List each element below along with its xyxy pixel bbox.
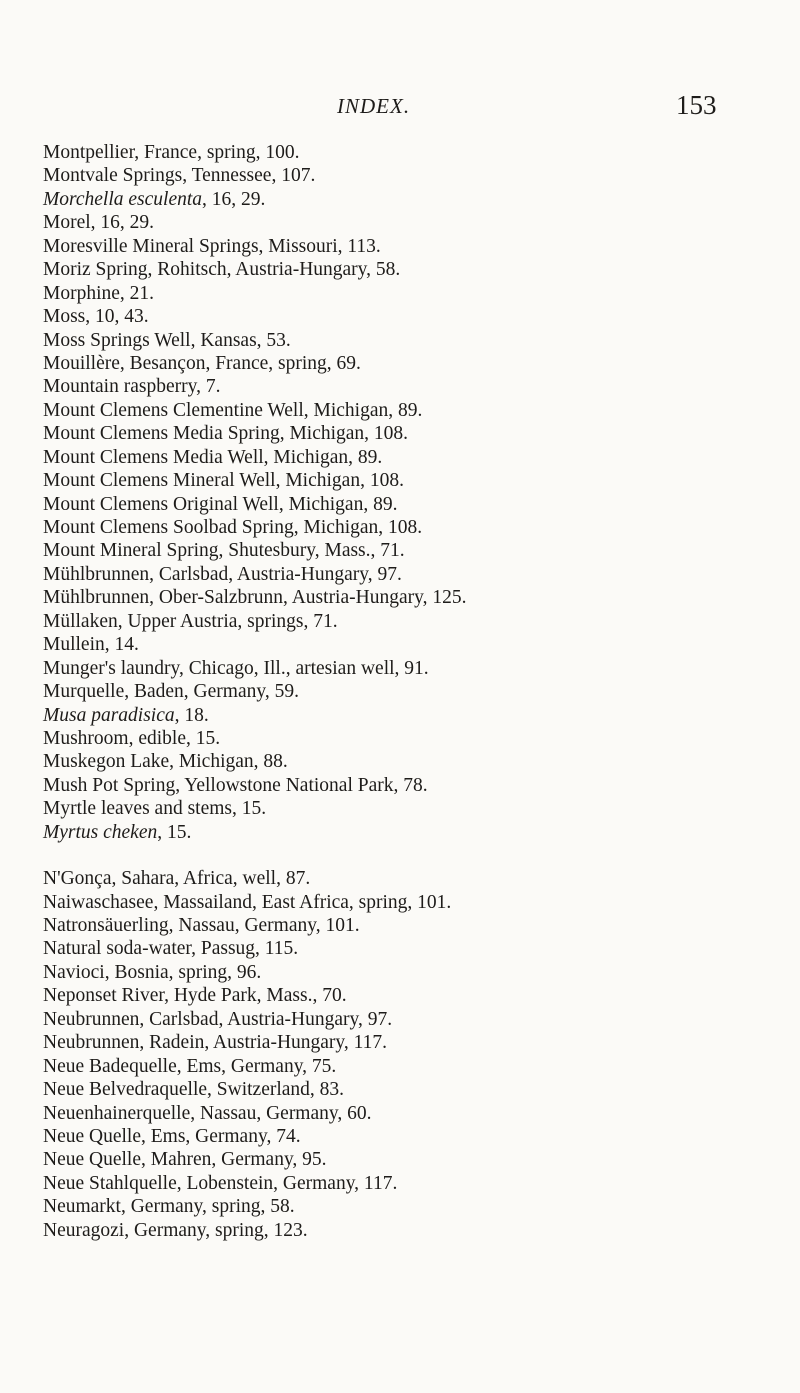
index-entry xyxy=(43,469,783,492)
index-entry-text: Mount Mineral Spring, Shutesbury, Mass., 71. xyxy=(43,540,405,562)
page-title: INDEX. xyxy=(337,94,411,118)
index-entry xyxy=(43,1055,783,1078)
index-entry-text: Mühlbrunnen, Ober-Salzbrunn, Austria-Hungary, 125. xyxy=(43,587,467,609)
index-entry xyxy=(43,563,783,586)
index-entry xyxy=(43,984,783,1007)
index-entry-text: , 15. xyxy=(157,821,192,843)
index-entry-text: Mountain raspberry, 7. xyxy=(43,376,221,398)
index-entry xyxy=(43,1172,783,1195)
index-entry-text: Moresville Mineral Springs, Missouri, 113. xyxy=(43,235,381,257)
index-entry xyxy=(43,633,783,656)
index-entry xyxy=(43,446,783,469)
index-entry xyxy=(43,586,783,609)
index-entry-text: Mushroom, edible, 15. xyxy=(43,727,221,749)
index-entry xyxy=(43,1008,783,1031)
index-entry-text: Neubrunnen, Radein, Austria-Hungary, 117. xyxy=(43,1032,388,1054)
index-entry-text: Mush Pot Spring, Yellowstone National Park, 78. xyxy=(43,774,428,796)
index-entry xyxy=(43,891,783,914)
index-entry-text: Müllaken, Upper Austria, springs, 71. xyxy=(43,610,338,632)
index-entry xyxy=(43,867,783,890)
index-entry xyxy=(43,937,783,960)
index-entry xyxy=(43,375,783,398)
index-entry-text: Neubrunnen, Carlsbad, Austria-Hungary, 97. xyxy=(43,1008,393,1030)
index-entry xyxy=(43,774,783,797)
index-entry-text: Neue Belvedraquelle, Switzerland, 83. xyxy=(43,1079,345,1101)
index-entry xyxy=(43,680,783,703)
index-entry-italic-term: Musa paradisica xyxy=(43,704,175,726)
page-number: 153 xyxy=(676,90,717,120)
index-entry-text: Neponset River, Hyde Park, Mass., 70. xyxy=(43,985,347,1007)
index-entry-text: Naiwaschasee, Massailand, East Africa, spring, 101. xyxy=(43,891,452,913)
index-entry xyxy=(43,657,783,680)
index-entry xyxy=(43,305,783,328)
index-entry xyxy=(43,539,783,562)
index-entry-text: Moss Springs Well, Kansas, 53. xyxy=(43,329,291,351)
index-entry xyxy=(43,235,783,258)
index-entry-text: Mount Clemens Media Well, Michigan, 89. xyxy=(43,446,383,468)
index-entry xyxy=(43,1078,783,1101)
index-entry-text: Mount Clemens Mineral Well, Michigan, 108. xyxy=(43,470,404,492)
index-entry-text: Moriz Spring, Rohitsch, Austria-Hungary, 58. xyxy=(43,259,401,281)
index-entry-text: Murquelle, Baden, Germany, 59. xyxy=(43,681,299,703)
index-entry-text: Neue Quelle, Mahren, Germany, 95. xyxy=(43,1149,327,1171)
index-entry-text: , 16, 29. xyxy=(202,188,266,210)
index-entry-text: Neue Quelle, Ems, Germany, 74. xyxy=(43,1125,301,1147)
index-entry xyxy=(43,329,783,352)
index-entry-text: Montvale Springs, Tennessee, 107. xyxy=(43,165,316,187)
index-entry xyxy=(43,961,783,984)
index-entry xyxy=(43,493,783,516)
index-entry xyxy=(43,141,783,164)
index-entry-text: Neue Badequelle, Ems, Germany, 75. xyxy=(43,1055,337,1077)
index-entry xyxy=(43,164,783,187)
index-entry xyxy=(43,914,783,937)
index-entry xyxy=(43,282,783,305)
index-entry-text: Montpellier, France, spring, 100. xyxy=(43,142,300,163)
index-entry-text: Munger's laundry, Chicago, Ill., artesian well, 91. xyxy=(43,657,429,679)
index-entry-text: Mullein, 14. xyxy=(43,634,139,656)
index-entry-text: Myrtle leaves and stems, 15. xyxy=(43,798,267,820)
index-entry xyxy=(43,352,783,375)
index-entry-text: Mount Clemens Soolbad Spring, Michigan, 108. xyxy=(43,517,423,538)
index-entry xyxy=(43,797,783,820)
index-entry xyxy=(43,1219,783,1242)
index-entry-text: Natronsäuerling, Nassau, Germany, 101. xyxy=(43,915,360,936)
index-entry-text: Mount Clemens Original Well, Michigan, 89. xyxy=(43,493,398,515)
index-entry-text: Mount Clemens Clementine Well, Michigan, 89. xyxy=(43,399,423,421)
index-entry-text: Neumarkt, Germany, spring, 58. xyxy=(43,1196,295,1218)
index-entry xyxy=(43,1148,783,1171)
index-entries xyxy=(43,141,783,1242)
index-entry-text: Natural soda-water, Passug, 115. xyxy=(43,938,299,960)
index-entry-text: Morel, 16, 29. xyxy=(43,212,155,234)
index-entry xyxy=(43,1031,783,1054)
index-entry-text: Neuenhainerquelle, Nassau, Germany, 60. xyxy=(43,1102,372,1124)
index-entry-text: Neuragozi, Germany, spring, 123. xyxy=(43,1219,308,1241)
index-entry xyxy=(43,1102,783,1125)
index-entry xyxy=(43,821,783,844)
index-entry xyxy=(43,211,783,234)
index-entry-text: Muskegon Lake, Michigan, 88. xyxy=(43,751,288,773)
index-entry xyxy=(43,610,783,633)
index-entry-text: Mühlbrunnen, Carlsbad, Austria-Hungary, 97. xyxy=(43,563,402,585)
index-entry-text: , 18. xyxy=(174,704,209,726)
index-entry xyxy=(43,422,783,445)
index-entry xyxy=(43,750,783,773)
index-entry xyxy=(43,399,783,422)
index-entry xyxy=(43,1125,783,1148)
index-entry xyxy=(43,704,783,727)
index-entry-text: Neue Stahlquelle, Lobenstein, Germany, 117. xyxy=(43,1172,398,1194)
index-entry xyxy=(43,1195,783,1218)
index-entry xyxy=(43,188,783,211)
index-entry-text: Morphine, 21. xyxy=(43,282,155,304)
index-entry-text: Navioci, Bosnia, spring, 96. xyxy=(43,961,262,983)
running-head xyxy=(0,90,800,130)
index-entry-text: Mount Clemens Media Spring, Michigan, 108. xyxy=(43,423,409,445)
index-entry-italic-term: Myrtus cheken xyxy=(43,821,158,843)
index-entry-italic-term: Morchella esculenta xyxy=(43,188,203,210)
index-entry-text: Moss, 10, 43. xyxy=(43,306,149,328)
index-entry xyxy=(43,258,783,281)
index-entry-text: Mouillère, Besançon, France, spring, 69. xyxy=(43,352,361,374)
index-entry-text: N'Gonça, Sahara, Africa, well, 87. xyxy=(43,868,311,890)
index-entry xyxy=(43,516,783,539)
index-entry xyxy=(43,727,783,750)
